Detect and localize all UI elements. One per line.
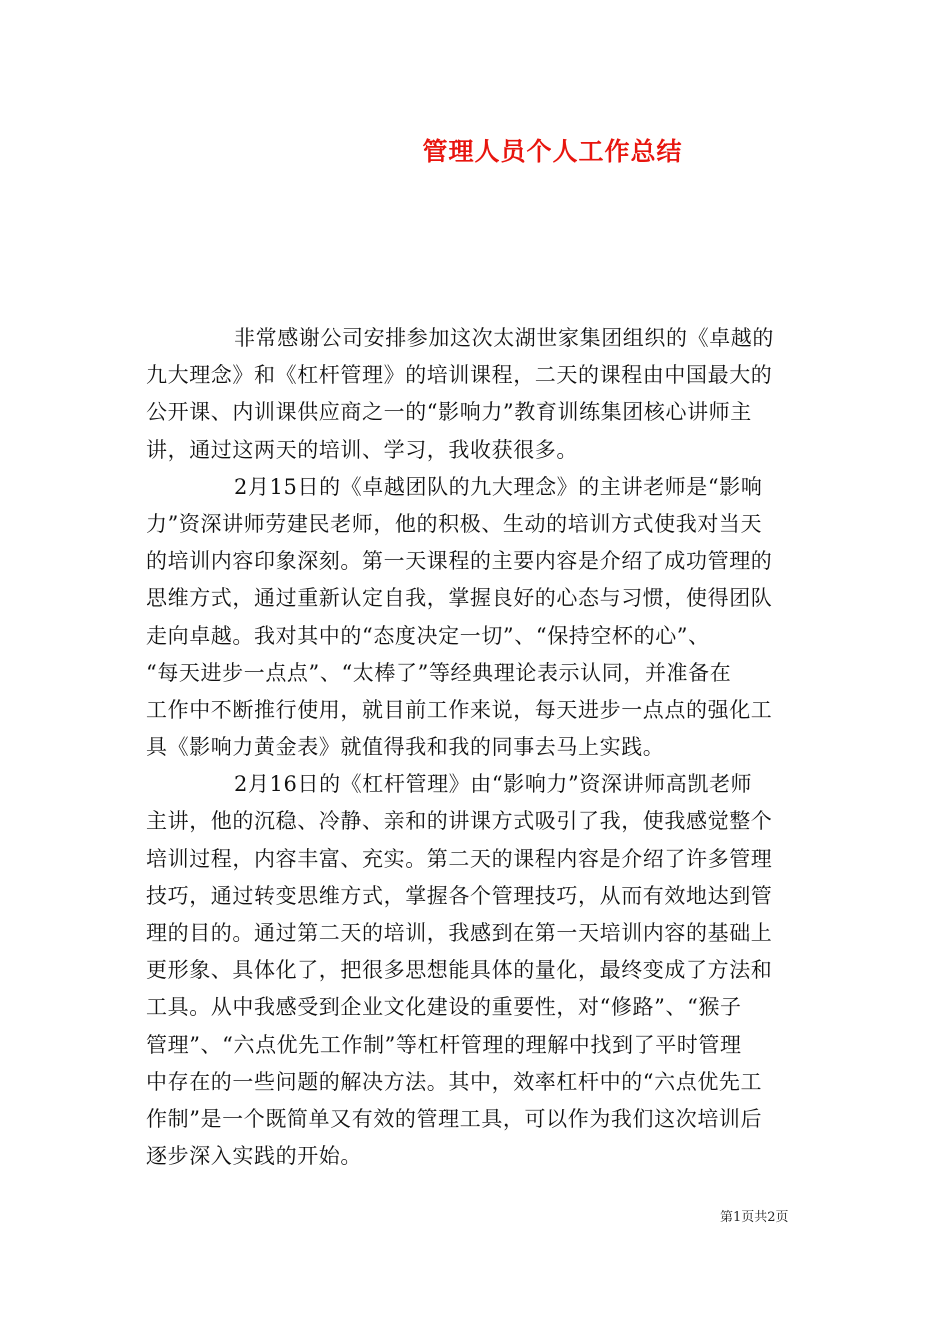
paragraph-3-line-1: 2月16日的《杠杆管理》由“影响力”资深讲师高凯老师 <box>234 772 753 797</box>
paragraph-3-line-7: 工具。从中我感受到企业文化建设的重要性，对“修路”、“猴子 <box>146 995 742 1020</box>
paragraph-3-line-10: 作制”是一个既简单又有效的管理工具，可以作为我们这次培训后 <box>146 1106 763 1131</box>
paragraph-2-line-2: 力”资深讲师劳建民老师，他的积极、生动的培训方式使我对当天 <box>146 511 763 536</box>
paragraph-2-line-5: 走向卓越。我对其中的“态度决定一切”、“保持空杯的心”、 <box>146 623 710 648</box>
paragraph-1-line-4: 讲，通过这两天的培训、学习，我收获很多。 <box>146 437 578 462</box>
paragraph-3-line-4: 技巧，通过转变思维方式，掌握各个管理技巧，从而有效地达到管 <box>146 883 773 908</box>
document-title: 管理人员个人工作总结 <box>422 137 683 166</box>
paragraph-2-line-1: 2月15日的《卓越团队的九大理念》的主讲老师是“影响 <box>234 474 763 499</box>
paragraph-3-line-6: 更形象、具体化了，把很多思想能具体的量化，最终变成了方法和 <box>146 958 773 983</box>
paragraph-3-line-3: 培训过程，内容丰富、充实。第二天的课程内容是介绍了许多管理 <box>146 846 773 871</box>
paragraph-2-line-6: “每天进步一点点”、“太棒了”等经典理论表示认同，并准备在 <box>146 660 732 685</box>
document-body <box>146 320 808 1175</box>
paragraph-3-line-5: 理的目的。通过第二天的培训，我感到在第一天培训内容的基础上 <box>146 921 773 945</box>
paragraph-3-line-8: 管理”、“六点优先工作制”等杠杆管理的理解中找到了平时管理 <box>146 1032 742 1057</box>
paragraph-1-line-1: 非常感谢公司安排参加这次太湖世家集团组织的《卓越的 <box>234 326 774 350</box>
paragraph-3-line-9: 中存在的一些问题的解决方法。其中，效率杠杆中的“六点优先工 <box>146 1069 763 1094</box>
paragraph-2-line-8: 具《影响力黄金表》就值得我和我的同事去马上实践。 <box>146 735 665 760</box>
paragraph-1-line-3: 公开课、内训课供应商之一的“影响力”教育训练集团核心讲师主 <box>146 400 752 425</box>
paragraph-2-line-7: 工作中不断推行使用，就目前工作来说，每天进步一点点的强化工 <box>146 697 773 722</box>
paragraph-2-line-4: 思维方式，通过重新认定自我，掌握良好的心态与习惯，使得团队 <box>146 586 773 611</box>
paragraph-3-line-2: 主讲，他的沉稳、冷静、亲和的讲课方式吸引了我，使我感觉整个 <box>146 809 773 834</box>
paragraph-1-line-2: 九大理念》和《杠杆管理》的培训课程，二天的课程由中国最大的 <box>146 363 773 388</box>
paragraph-3-line-11: 逐步深入实践的开始。 <box>146 1144 362 1169</box>
page-number-footer: 第1页共2页 <box>720 1210 789 1225</box>
paragraph-2-line-3: 的培训内容印象深刻。第一天课程的主要内容是介绍了成功管理的 <box>146 549 773 574</box>
